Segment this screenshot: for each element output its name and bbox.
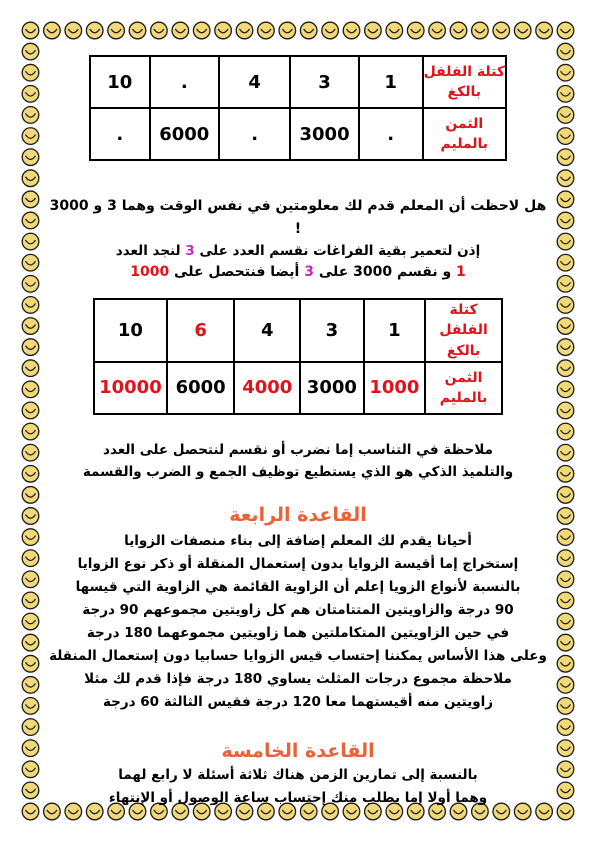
- rule5-body: [48, 764, 548, 810]
- cell: 4: [234, 299, 300, 362]
- border-token-icon: [22, 550, 39, 567]
- border-token-icon: [22, 275, 39, 292]
- border-token-icon: [22, 677, 39, 694]
- border-token-icon: [22, 487, 39, 504]
- cell: 3000: [300, 362, 364, 414]
- border-token-icon: [557, 423, 574, 440]
- border-token-icon: [557, 655, 574, 672]
- border-token-icon: [386, 22, 403, 39]
- border-token-icon: [557, 191, 574, 208]
- border-token-icon: [557, 360, 574, 377]
- cell: .: [359, 108, 423, 160]
- border-token-icon: [557, 297, 574, 314]
- border-token-icon: [22, 444, 39, 461]
- cell: 6000: [167, 362, 235, 414]
- note: [48, 439, 548, 482]
- text-line: 90 درجة والزاويتين المتتامتان هم كل زاويتين مجموعهم 90 درجة: [82, 601, 514, 618]
- explanation: [48, 195, 548, 284]
- border-token-icon: [557, 318, 574, 335]
- border-token-icon: [557, 761, 574, 778]
- border-token-icon: [22, 634, 39, 651]
- border-token-icon: [557, 254, 574, 271]
- border-token-icon: [557, 275, 574, 292]
- border-token-icon: [22, 212, 39, 229]
- border-token-icon: [172, 22, 189, 39]
- border-token-icon: [22, 508, 39, 525]
- text-line: أحيانا يقدم لك المعلم إضافة إلى بناء منصفات الزوايا: [124, 532, 472, 549]
- page-content: [48, 50, 548, 806]
- cell: 1: [364, 299, 426, 362]
- border-token-icon: [557, 571, 574, 588]
- border-token-icon: [22, 803, 39, 820]
- border-token-icon: [129, 22, 146, 39]
- border-token-icon: [429, 22, 446, 39]
- cell: 1000: [364, 362, 426, 414]
- border-token-icon: [22, 740, 39, 757]
- text-line: ملاحظة مجموع درجات المثلث يساوي 180 درجة فإذا قدم لك مثلا: [84, 670, 512, 687]
- border-token-icon: [557, 487, 574, 504]
- border-token-icon: [557, 86, 574, 103]
- header-price: الثمن بالمليم: [425, 362, 502, 414]
- border-token-icon: [557, 550, 574, 567]
- border-token-icon: [557, 634, 574, 651]
- border-token-icon: [557, 465, 574, 482]
- border-token-icon: [22, 64, 39, 81]
- border-token-icon: [22, 613, 39, 630]
- border-token-icon: [22, 339, 39, 356]
- border-token-icon: [86, 22, 103, 39]
- border-token-icon: [22, 107, 39, 124]
- cell: 10: [94, 299, 167, 362]
- cell: 1: [359, 56, 423, 108]
- border-token-icon: [493, 22, 510, 39]
- cell: 4: [219, 56, 291, 108]
- border-token-icon: [22, 592, 39, 609]
- border-token-icon: [65, 22, 82, 39]
- border-token-icon: [44, 22, 61, 39]
- border-token-icon: [557, 508, 574, 525]
- border-token-icon: [22, 402, 39, 419]
- border-token-icon: [108, 22, 125, 39]
- border-token-icon: [557, 677, 574, 694]
- section-heading: القاعدة الرابعة: [229, 503, 367, 526]
- border-token-icon: [22, 465, 39, 482]
- border-token-icon: [322, 22, 339, 39]
- border-token-icon: [343, 22, 360, 39]
- border-token-icon: [258, 22, 275, 39]
- border-token-icon: [22, 233, 39, 250]
- border-token-icon: [22, 170, 39, 187]
- cell: .: [219, 108, 291, 160]
- header-price: الثمن بالمليم: [423, 108, 506, 160]
- border-token-icon: [279, 22, 296, 39]
- cell: 3: [300, 299, 364, 362]
- section-heading: القاعدة الخامسة: [221, 739, 375, 762]
- border-token-icon: [557, 529, 574, 546]
- text-line: وهما أولا إما يطلب منك إحتساب ساعة الوصول أو الإنتهاء: [108, 789, 488, 806]
- border-token-icon: [557, 740, 574, 757]
- border-token-icon: [536, 22, 553, 39]
- border-token-icon: [365, 22, 382, 39]
- cell: 4000: [234, 362, 300, 414]
- border-token-icon: [557, 43, 574, 60]
- border-token-icon: [557, 782, 574, 799]
- border-token-icon: [22, 86, 39, 103]
- border-token-icon: [22, 761, 39, 778]
- cell: 3: [290, 56, 358, 108]
- border-token-icon: [557, 233, 574, 250]
- border-token-icon: [557, 719, 574, 736]
- border-token-icon: [557, 149, 574, 166]
- border-token-icon: [557, 170, 574, 187]
- border-token-icon: [514, 22, 531, 39]
- cell: 10: [90, 56, 150, 108]
- border-token-icon: [557, 22, 574, 39]
- table-after: [93, 298, 503, 415]
- border-token-icon: [22, 782, 39, 799]
- border-token-icon: [236, 22, 253, 39]
- border-token-icon: [557, 613, 574, 630]
- table-before: [89, 55, 507, 161]
- border-token-icon: [22, 22, 39, 39]
- border-token-icon: [557, 402, 574, 419]
- text-line: بالنسبة لأنواع الزويا إعلم أن الزاوية القائمة هي الزاوية التي قيسها: [75, 578, 521, 595]
- border-token-icon: [557, 444, 574, 461]
- border-token-icon: [22, 360, 39, 377]
- border-token-icon: [557, 698, 574, 715]
- cell: .: [90, 108, 150, 160]
- text-line: بالنسبة إلى تمارين الزمن هناك ثلاثة أسئلة لا رابع لهما: [118, 766, 478, 783]
- border-token-icon: [557, 128, 574, 145]
- cell: 10000: [94, 362, 167, 414]
- text-line: 1 و نقسم 3000 على 3 أيضا فنتحصل على 1000: [130, 264, 466, 280]
- border-token-icon: [557, 339, 574, 356]
- border-token-icon: [407, 22, 424, 39]
- text-line: إستخراج إما أقيسة الزوايا بدون إستعمال المنقلة أو ذكر نوع الزوايا: [77, 555, 519, 572]
- border-token-icon: [22, 571, 39, 588]
- text-line: هل لاحظت أن المعلم قدم لك معلومتين في نفس الوقت وهما 3 و 3000 !: [49, 198, 547, 237]
- border-token-icon: [22, 318, 39, 335]
- border-token-icon: [557, 212, 574, 229]
- cell: .: [150, 56, 219, 108]
- border-token-icon: [22, 149, 39, 166]
- border-token-icon: [22, 254, 39, 271]
- border-token-icon: [22, 43, 39, 60]
- border-token-icon: [557, 381, 574, 398]
- text-line: ملاحظة في التناسب إما نضرب أو نقسم لنتحصل على العدد: [103, 441, 493, 458]
- cell: 6000: [150, 108, 219, 160]
- border-token-icon: [22, 529, 39, 546]
- text-line: والتلميذ الذكي هو الذي يستطيع توظيف الجمع و الضرب والقسمة: [82, 463, 514, 480]
- border-token-icon: [151, 22, 168, 39]
- cell: 3000: [290, 108, 358, 160]
- header-mass: كتلة الفلفل بالكغ: [425, 299, 502, 362]
- header-mass: كتلة الفلفل بالكغ: [423, 56, 506, 108]
- text-line: في حين الزاويتين المتكاملتين هما زاويتين مجموعهما 180 درجة: [86, 624, 510, 641]
- border-token-icon: [22, 381, 39, 398]
- text-line: وعلى هذا الأساس يمكننا إحتساب قيس الزوايا حسابيا دون إستعمال المنقلة: [49, 647, 547, 664]
- border-token-icon: [22, 191, 39, 208]
- border-token-icon: [22, 698, 39, 715]
- border-token-icon: [557, 64, 574, 81]
- border-token-icon: [472, 22, 489, 39]
- border-token-icon: [557, 107, 574, 124]
- border-token-icon: [22, 128, 39, 145]
- rule4-body: [48, 530, 548, 714]
- border-token-icon: [557, 803, 574, 820]
- border-token-icon: [193, 22, 210, 39]
- border-token-icon: [300, 22, 317, 39]
- border-token-icon: [450, 22, 467, 39]
- cell: 6: [167, 299, 235, 362]
- text-line: إذن لتعمير بقية الفراغات نقسم العدد على 3 لنجد العدد: [115, 243, 481, 259]
- border-token-icon: [22, 423, 39, 440]
- border-token-icon: [22, 655, 39, 672]
- border-token-icon: [22, 297, 39, 314]
- border-token-icon: [22, 719, 39, 736]
- border-token-icon: [557, 592, 574, 609]
- text-line: زاويتين منه أقيستهما معا 120 درجة فقيس الثالثة 60 درجة: [102, 693, 494, 710]
- border-token-icon: [215, 22, 232, 39]
